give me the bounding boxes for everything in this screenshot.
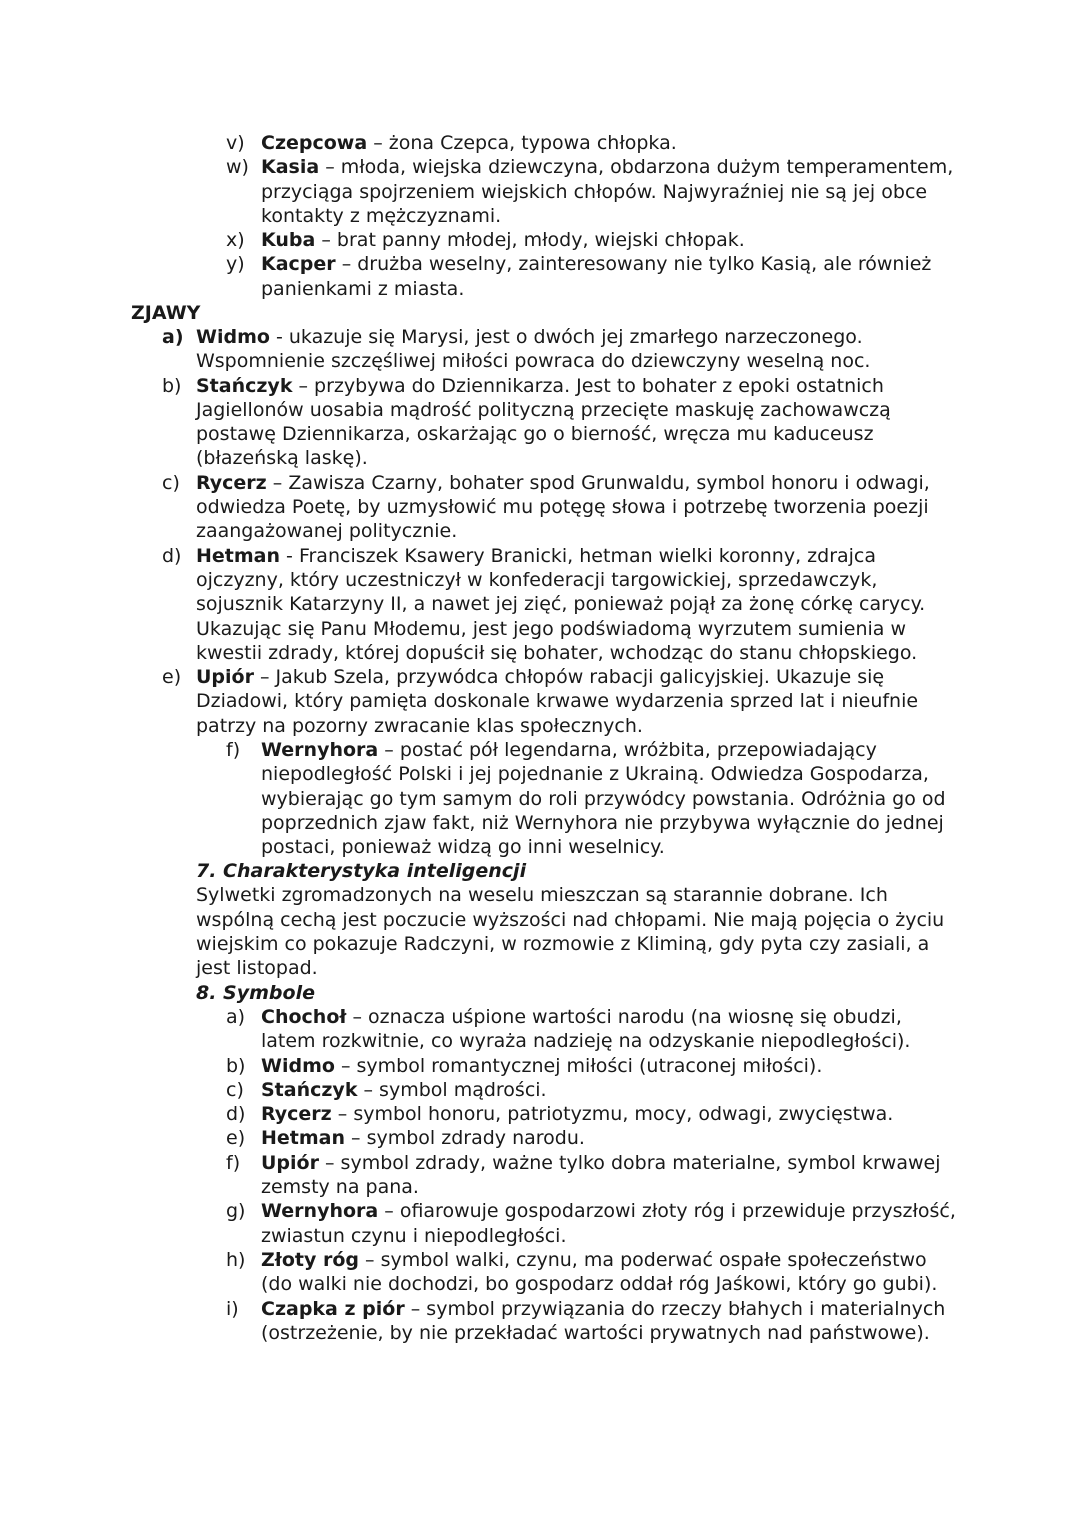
symbol-name: Chochoł bbox=[261, 1006, 347, 1028]
section-intelligentsia bbox=[196, 859, 956, 980]
symbols-list bbox=[226, 1005, 956, 1345]
list-marker: c) bbox=[226, 1078, 244, 1101]
section-symbols-heading bbox=[196, 981, 956, 1005]
list-item bbox=[162, 544, 956, 665]
list-item bbox=[226, 252, 956, 301]
list-marker: v) bbox=[226, 132, 245, 154]
apparition-name: Rycerz bbox=[196, 471, 267, 494]
symbol-name: Rycerz bbox=[261, 1103, 332, 1126]
list-marker: e) bbox=[226, 1127, 246, 1150]
character-description: – drużba weselny, zainteresowany nie tylko Kasią, ale również panienkami z miasta. bbox=[261, 253, 932, 300]
apparition-description: – Jakub Szela, przywódca chłopów rabacji galicyjskiej. Ukazuje się Dziadowi, który pamięta doskonale krwawe wydarzenia sprzed lat i nieufnie patrzy na pozorny zwracanie klas społecznych. bbox=[196, 666, 919, 737]
character-name: Kuba bbox=[261, 229, 316, 252]
list-marker: i) bbox=[226, 1297, 239, 1320]
list-marker: g) bbox=[226, 1200, 246, 1223]
zjawy-list-indented bbox=[226, 738, 956, 859]
apparition-name: Stańczyk bbox=[196, 374, 293, 397]
list-item bbox=[226, 1248, 956, 1297]
symbol-description: – symbol mądrości. bbox=[357, 1078, 547, 1101]
list-item bbox=[226, 228, 956, 252]
list-item bbox=[226, 1297, 956, 1346]
apparition-description: – przybywa do Dziennikarza. Jest to bohater z epoki ostatnich Jagiellonów uosabia mądrość polityczną przecięte maskuję zachowawczą postawę Dziennikarza, oskarżając go o bierność, wręcza mu kaduceusz (błazeńską laskę). bbox=[196, 374, 891, 470]
list-marker: x) bbox=[226, 229, 245, 252]
character-name: Czepcowa bbox=[261, 132, 368, 154]
apparition-description: – postać pół legendarna, wróżbita, przepowiadający niepodległość Polski i jej pojednanie z Ukrainą. Odwiedza Gospodarza, wybierając go tym samym do roli przywódcy powstania. Odróżnia go od poprzednich zjaw fakt, niż Wernyhora nie przybywa wyłącznie do jednej postaci, ponieważ widzą go inni weselnicy. bbox=[261, 739, 946, 859]
list-item bbox=[226, 1054, 956, 1078]
symbol-description: – ofiarowuje gospodarzowi złoty róg i przewiduje przyszłość, zwiastun czynu i niepodległości. bbox=[261, 1200, 956, 1247]
list-marker: y) bbox=[226, 253, 245, 276]
symbol-name: Stańczyk bbox=[261, 1078, 358, 1101]
symbol-description: – symbol zdrady, ważne tylko dobra materialne, symbol krwawej zemsty na pana. bbox=[261, 1151, 941, 1199]
list-item bbox=[162, 325, 956, 374]
symbol-description: – symbol zdrady narodu. bbox=[345, 1127, 585, 1150]
apparition-name: Widmo bbox=[196, 326, 270, 348]
list-item bbox=[226, 1199, 956, 1248]
apparition-description: - Franciszek Ksawery Branicki, hetman wielki koronny, zdrajca ojczyzny, który uczestniczył w konfederacji targowickiej, sprzedawczyk, sojusznik Katarzyny II, a nawet jej zięć, ponieważ pojął za żonę córkę carycy. Ukazując się Panu Młodemu, jest jego podświadomą wyrzutem sumienia w kwestii zdrady, której dopuścił się bohater, wchodząc do stanu chłopskiego. bbox=[196, 544, 926, 664]
symbol-description: – symbol przywiązania do rzeczy błahych i materialnych (ostrzeżenie, by nie przekładać wartości prywatnych nad państwowe). bbox=[261, 1297, 946, 1344]
list-marker: f) bbox=[226, 1151, 241, 1174]
list-marker: f) bbox=[226, 739, 241, 761]
symbol-name: Hetman bbox=[261, 1127, 346, 1150]
list-item bbox=[226, 1151, 956, 1200]
apparition-description: - ukazuje się Marysi, jest o dwóch jej zmarłego narzeczonego. Wspomnienie szczęśliwej miłości powraca do dziewczyny weselną noc. bbox=[196, 326, 871, 373]
list-item bbox=[226, 131, 956, 155]
character-description: – młoda, wiejska dziewczyna, obdarzona dużym temperamentem, przyciąga spojrzeniem wiejskich chłopów. Najwyraźniej nie są jej obce kontakty z mężczyznami. bbox=[261, 156, 954, 227]
symbol-name: Złoty róg bbox=[261, 1248, 359, 1271]
list-marker: w) bbox=[226, 156, 249, 179]
characters-list bbox=[226, 131, 956, 301]
list-item bbox=[226, 1126, 956, 1150]
list-marker: e) bbox=[162, 666, 182, 689]
list-marker: a) bbox=[162, 326, 184, 348]
list-marker: b) bbox=[162, 374, 182, 397]
symbol-description: – symbol walki, czynu, ma poderwać ospałe społeczeństwo (do walki nie dochodzi, bo gospodarz oddał róg Jaśkowi, który go gubi). bbox=[261, 1248, 938, 1296]
apparition-name: Hetman bbox=[196, 544, 281, 567]
symbol-description: – symbol honoru, patriotyzmu, mocy, odwagi, zwycięstwa. bbox=[331, 1103, 894, 1126]
symbol-name: Upiór bbox=[261, 1151, 319, 1174]
list-item bbox=[226, 1078, 956, 1102]
symbol-description: – oznacza uśpione wartości narodu (na wiosnę się obudzi, latem rozkwitnie, co wyraża nadzieję na odzyskanie niepodległości). bbox=[261, 1006, 911, 1053]
apparition-description: – Zawisza Czarny, bohater spod Grunwaldu, symbol honoru i odwagi, odwiedza Poetę, by uzmysłowić mu potęgę słowa i potrzebę tworzenia poezji zaangażowanej politycznie. bbox=[196, 471, 930, 543]
list-marker: c) bbox=[162, 471, 180, 494]
list-item bbox=[162, 471, 956, 544]
symbol-name: Wernyhora bbox=[261, 1200, 379, 1223]
apparition-name: Upiór bbox=[196, 666, 254, 689]
list-marker: a) bbox=[226, 1006, 246, 1028]
section-label-zjawy: ZJAWY bbox=[131, 302, 201, 324]
character-description: – żona Czepca, typowa chłopka. bbox=[367, 132, 677, 154]
section-text: Sylwetki zgromadzonych na weselu mieszczan są starannie dobrane. Ich wspólną cechą jest poczucie wyższości nad chłopami. Nie mają pojęcia o życiu wiejskim co pokazuje Radczyni, w rozmowie z Kliminą, gdy pyta czy zasiali, a jest listopad. bbox=[196, 884, 945, 980]
character-name: Kacper bbox=[261, 253, 336, 276]
section-heading: 7. Charakterystyka inteligencji bbox=[196, 860, 527, 882]
section-heading: 8. Symbole bbox=[196, 982, 315, 1004]
symbol-name: Widmo bbox=[261, 1054, 335, 1077]
list-item bbox=[162, 374, 956, 471]
list-item bbox=[226, 155, 956, 228]
list-item bbox=[226, 738, 956, 859]
character-description: – brat panny młodej, młody, wiejski chłopak. bbox=[315, 229, 745, 252]
character-name: Kasia bbox=[261, 156, 320, 179]
list-marker: h) bbox=[226, 1248, 246, 1271]
list-item bbox=[226, 1005, 956, 1054]
zjawy-list bbox=[162, 325, 956, 738]
apparition-name: Wernyhora bbox=[261, 739, 379, 761]
symbol-name: Czapka z piór bbox=[261, 1297, 405, 1320]
list-item bbox=[162, 665, 956, 738]
list-item bbox=[226, 1102, 956, 1126]
symbol-description: – symbol romantycznej miłości (utraconej miłości). bbox=[334, 1054, 823, 1077]
list-marker: b) bbox=[226, 1054, 246, 1077]
list-marker: d) bbox=[226, 1103, 246, 1126]
list-marker: d) bbox=[162, 544, 182, 567]
